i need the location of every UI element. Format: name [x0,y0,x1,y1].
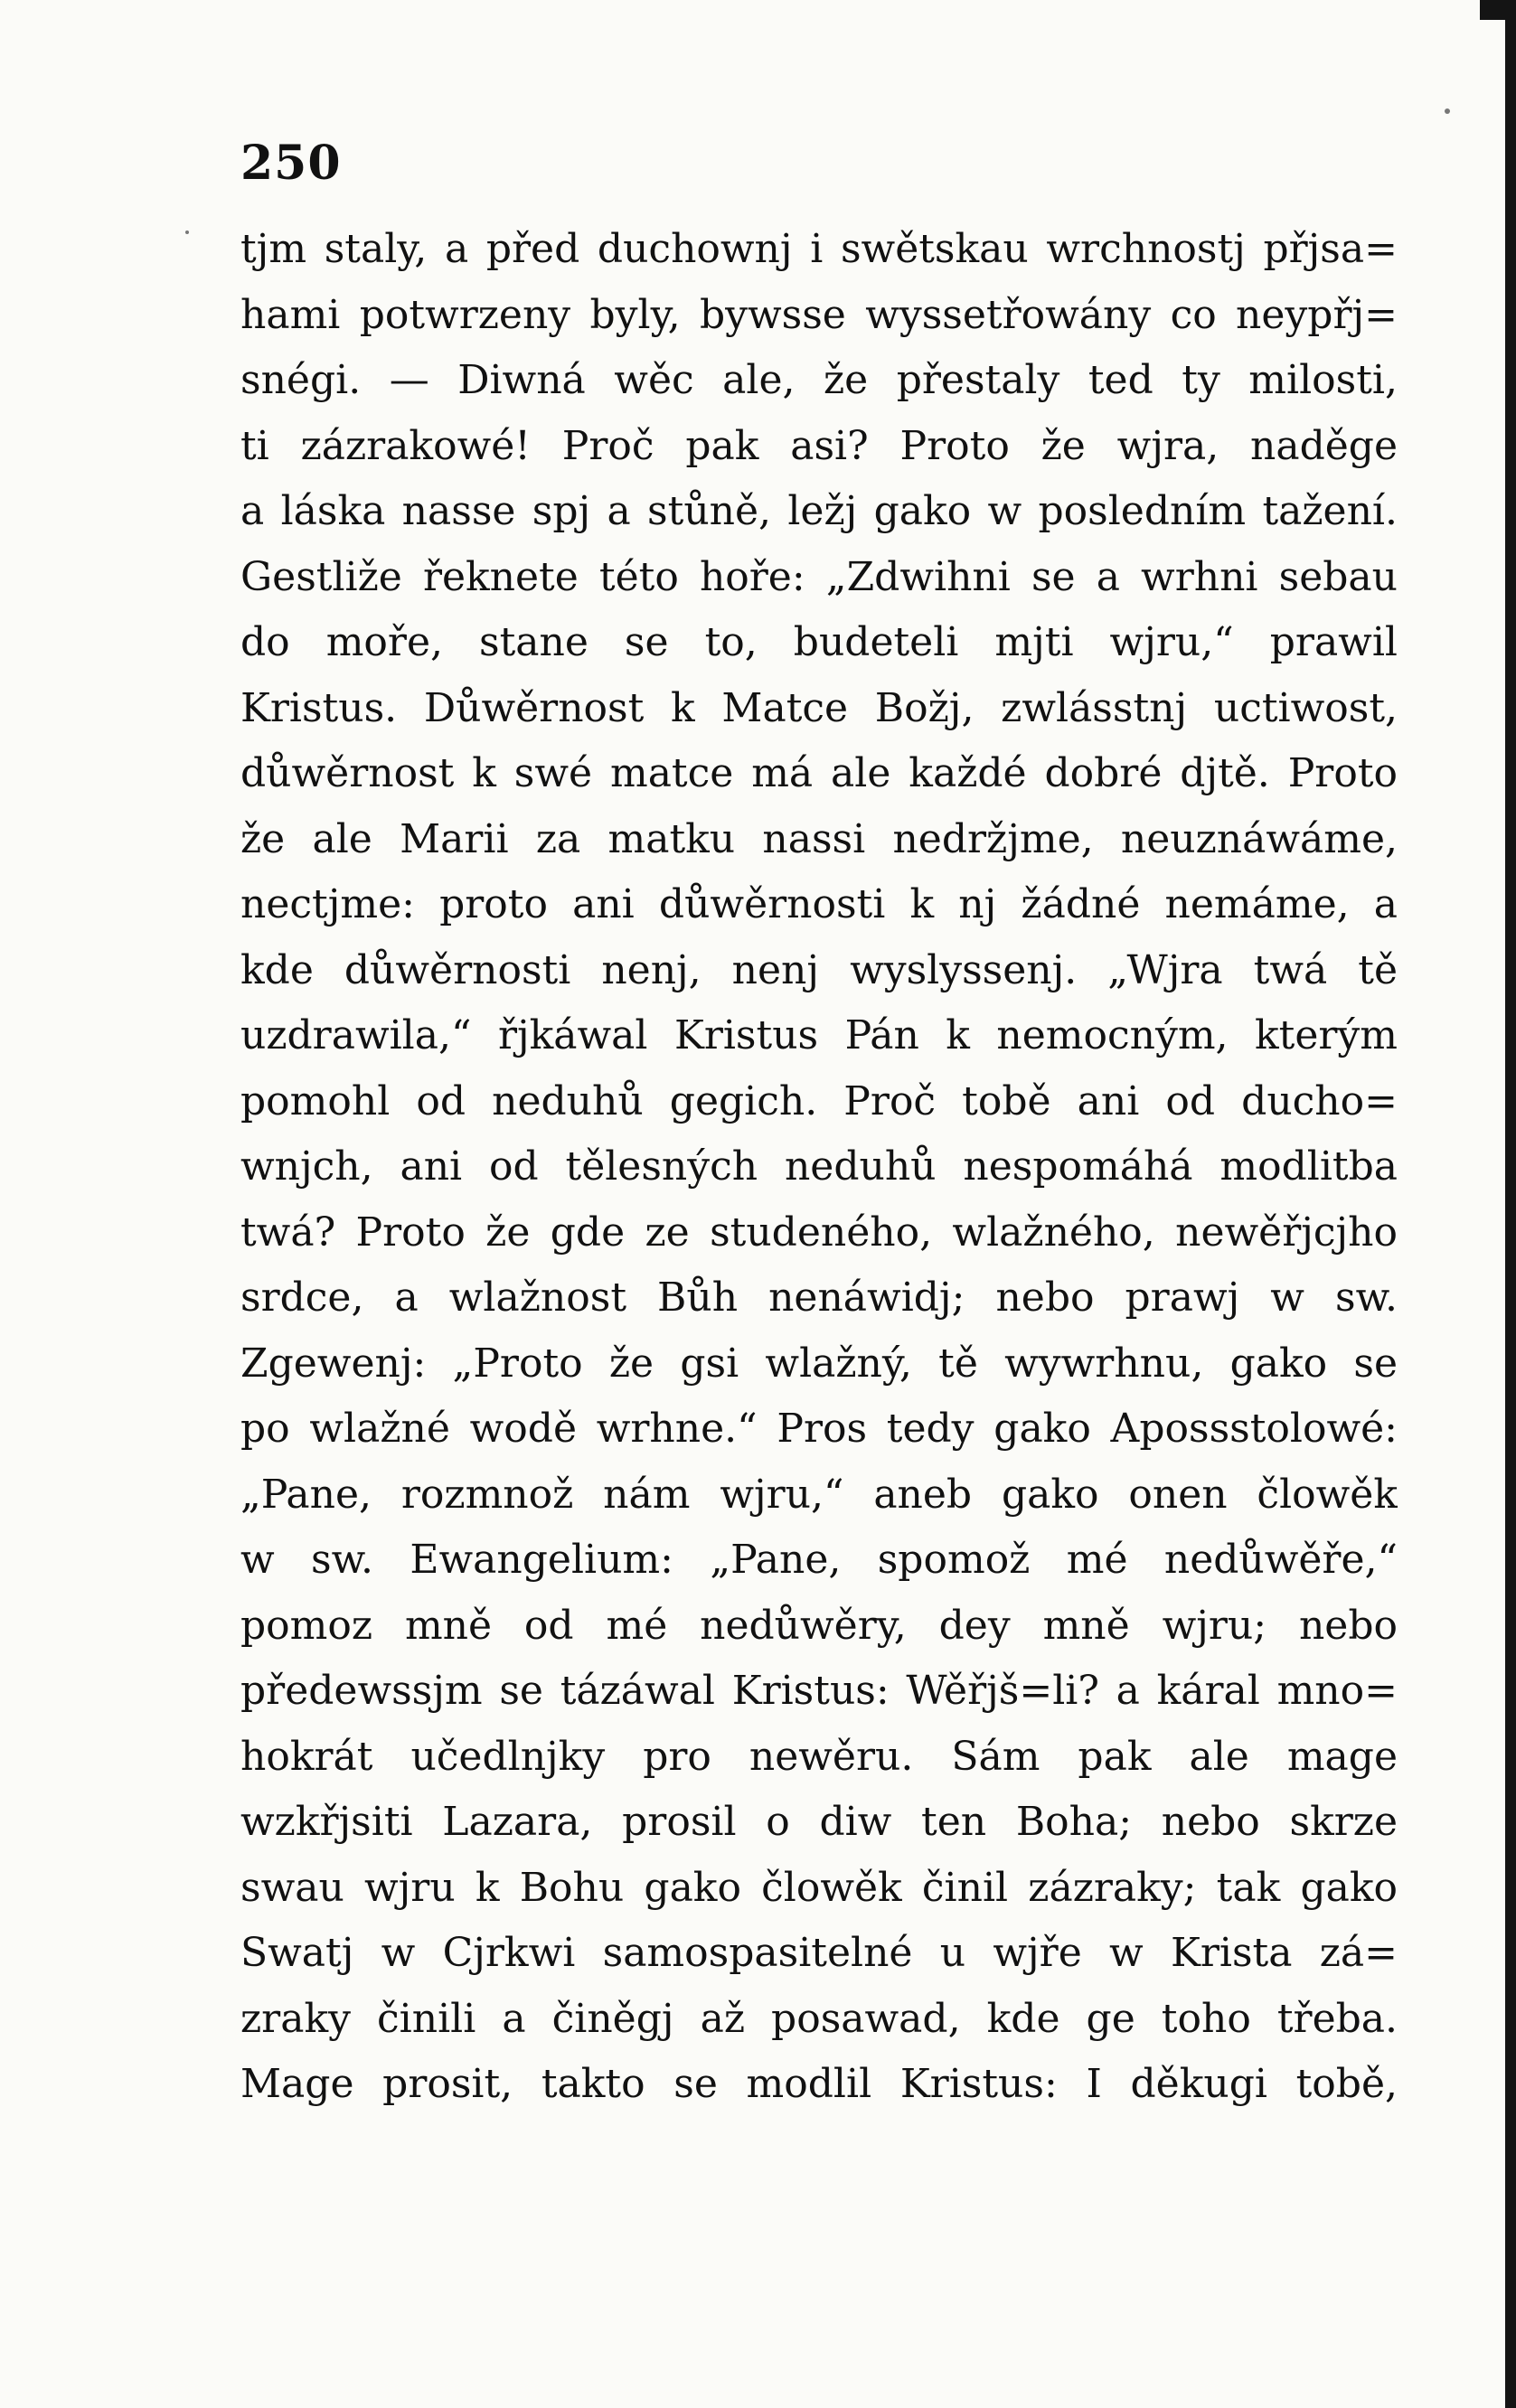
text-line: pomohl od neduhů gegich. Proč tobě ani od ducho= [240,1077,1398,1124]
page-number: 250 [240,136,342,191]
text-line: předewssjm se tázáwal Kristus: Wěřjš=li? a káral mno= [240,1668,1398,1714]
text-line: zraky činili a činěgj až posawad, kde ge toho třeba. [240,1995,1398,2042]
text-line: w sw. Ewangelium: „Pane, spomož mé nedůwěře,“ [240,1537,1398,1583]
text-line: uzdrawila,“ řjkáwal Kristus Pán k nemocným, kterým [240,1012,1398,1058]
text-line: hokrát učedlnjky pro newěru. Sám pak ale mage [240,1733,1398,1780]
text-line: twá? Proto že gde ze studeného, wlažného, newěřjcjho [240,1209,1398,1256]
text-line: ti zázrakowé! Proč pak asi? Proto že wjra, naděge [240,422,1398,469]
paper-speck [185,230,189,234]
text-line: tjm staly, a před duchownj i swětskau wrchnostj přjsa= [240,226,1398,272]
text-line: důwěrnost k swé matce má ale každé dobré djtě. Proto [240,750,1398,796]
text-line: kde důwěrnosti nenj, nenj wyslyssenj. „Wjra twá tě [240,946,1398,993]
page-corner-shadow [1480,0,1516,20]
text-line: Mage prosit, takto se modlil Kristus: I děkugi tobě, [240,2061,1398,2107]
text-line: swau wjru k Bohu gako člowěk činil zázraky; tak gako [240,1864,1398,1911]
text-line: po wlažné wodě wrhne.“ Pros tedy gako Apossstolowé: [240,1406,1398,1452]
text-line: snégi. — Diwná wěc ale, že přestaly ted ty milosti, [240,357,1398,403]
text-line: že ale Marii za matku nassi nedržjme, neuznáwáme, [240,815,1398,862]
text-line: wzkřjsiti Lazara, prosil o diw ten Boha; nebo skrze [240,1799,1398,1845]
text-line: Gestliže řeknete této hoře: „Zdwihni se a wrhni sebau [240,553,1398,600]
text-line: Zgewenj: „Proto že gsi wlažný, tě wywrhnu, gako se [240,1340,1398,1387]
text-line: wnjch, ani od tělesných neduhů nespomáhá modlitba [240,1143,1398,1190]
body-text [240,217,1398,2118]
text-line: a láska nasse spj a stůně, ležj gako w posledním tažení. [240,488,1398,534]
paper-speck [1445,108,1450,114]
text-line: do moře, stane se to, budeteli mjti wjru,“ prawil [240,619,1398,665]
page-edge-shadow [1505,0,1516,2408]
text-line: pomoz mně od mé nedůwěry, dey mně wjru; nebo [240,1602,1398,1649]
text-line: hami potwrzeny byly, bywsse wyssetřowány co neypřj= [240,291,1398,338]
text-line: nectjme: proto ani důwěrnosti k nj žádné nemáme, a [240,881,1398,927]
text-line: „Pane, rozmnož nám wjru,“ aneb gako onen člowěk [240,1471,1398,1518]
text-line: srdce, a wlažnost Bůh nenáwidj; nebo prawj w sw. [240,1275,1398,1321]
text-line: Kristus. Důwěrnost k Matce Božj, zwlásstnj uctiwost, [240,684,1398,731]
text-line: Swatj w Cjrkwi samospasitelné u wjře w Krista zá= [240,1930,1398,1976]
